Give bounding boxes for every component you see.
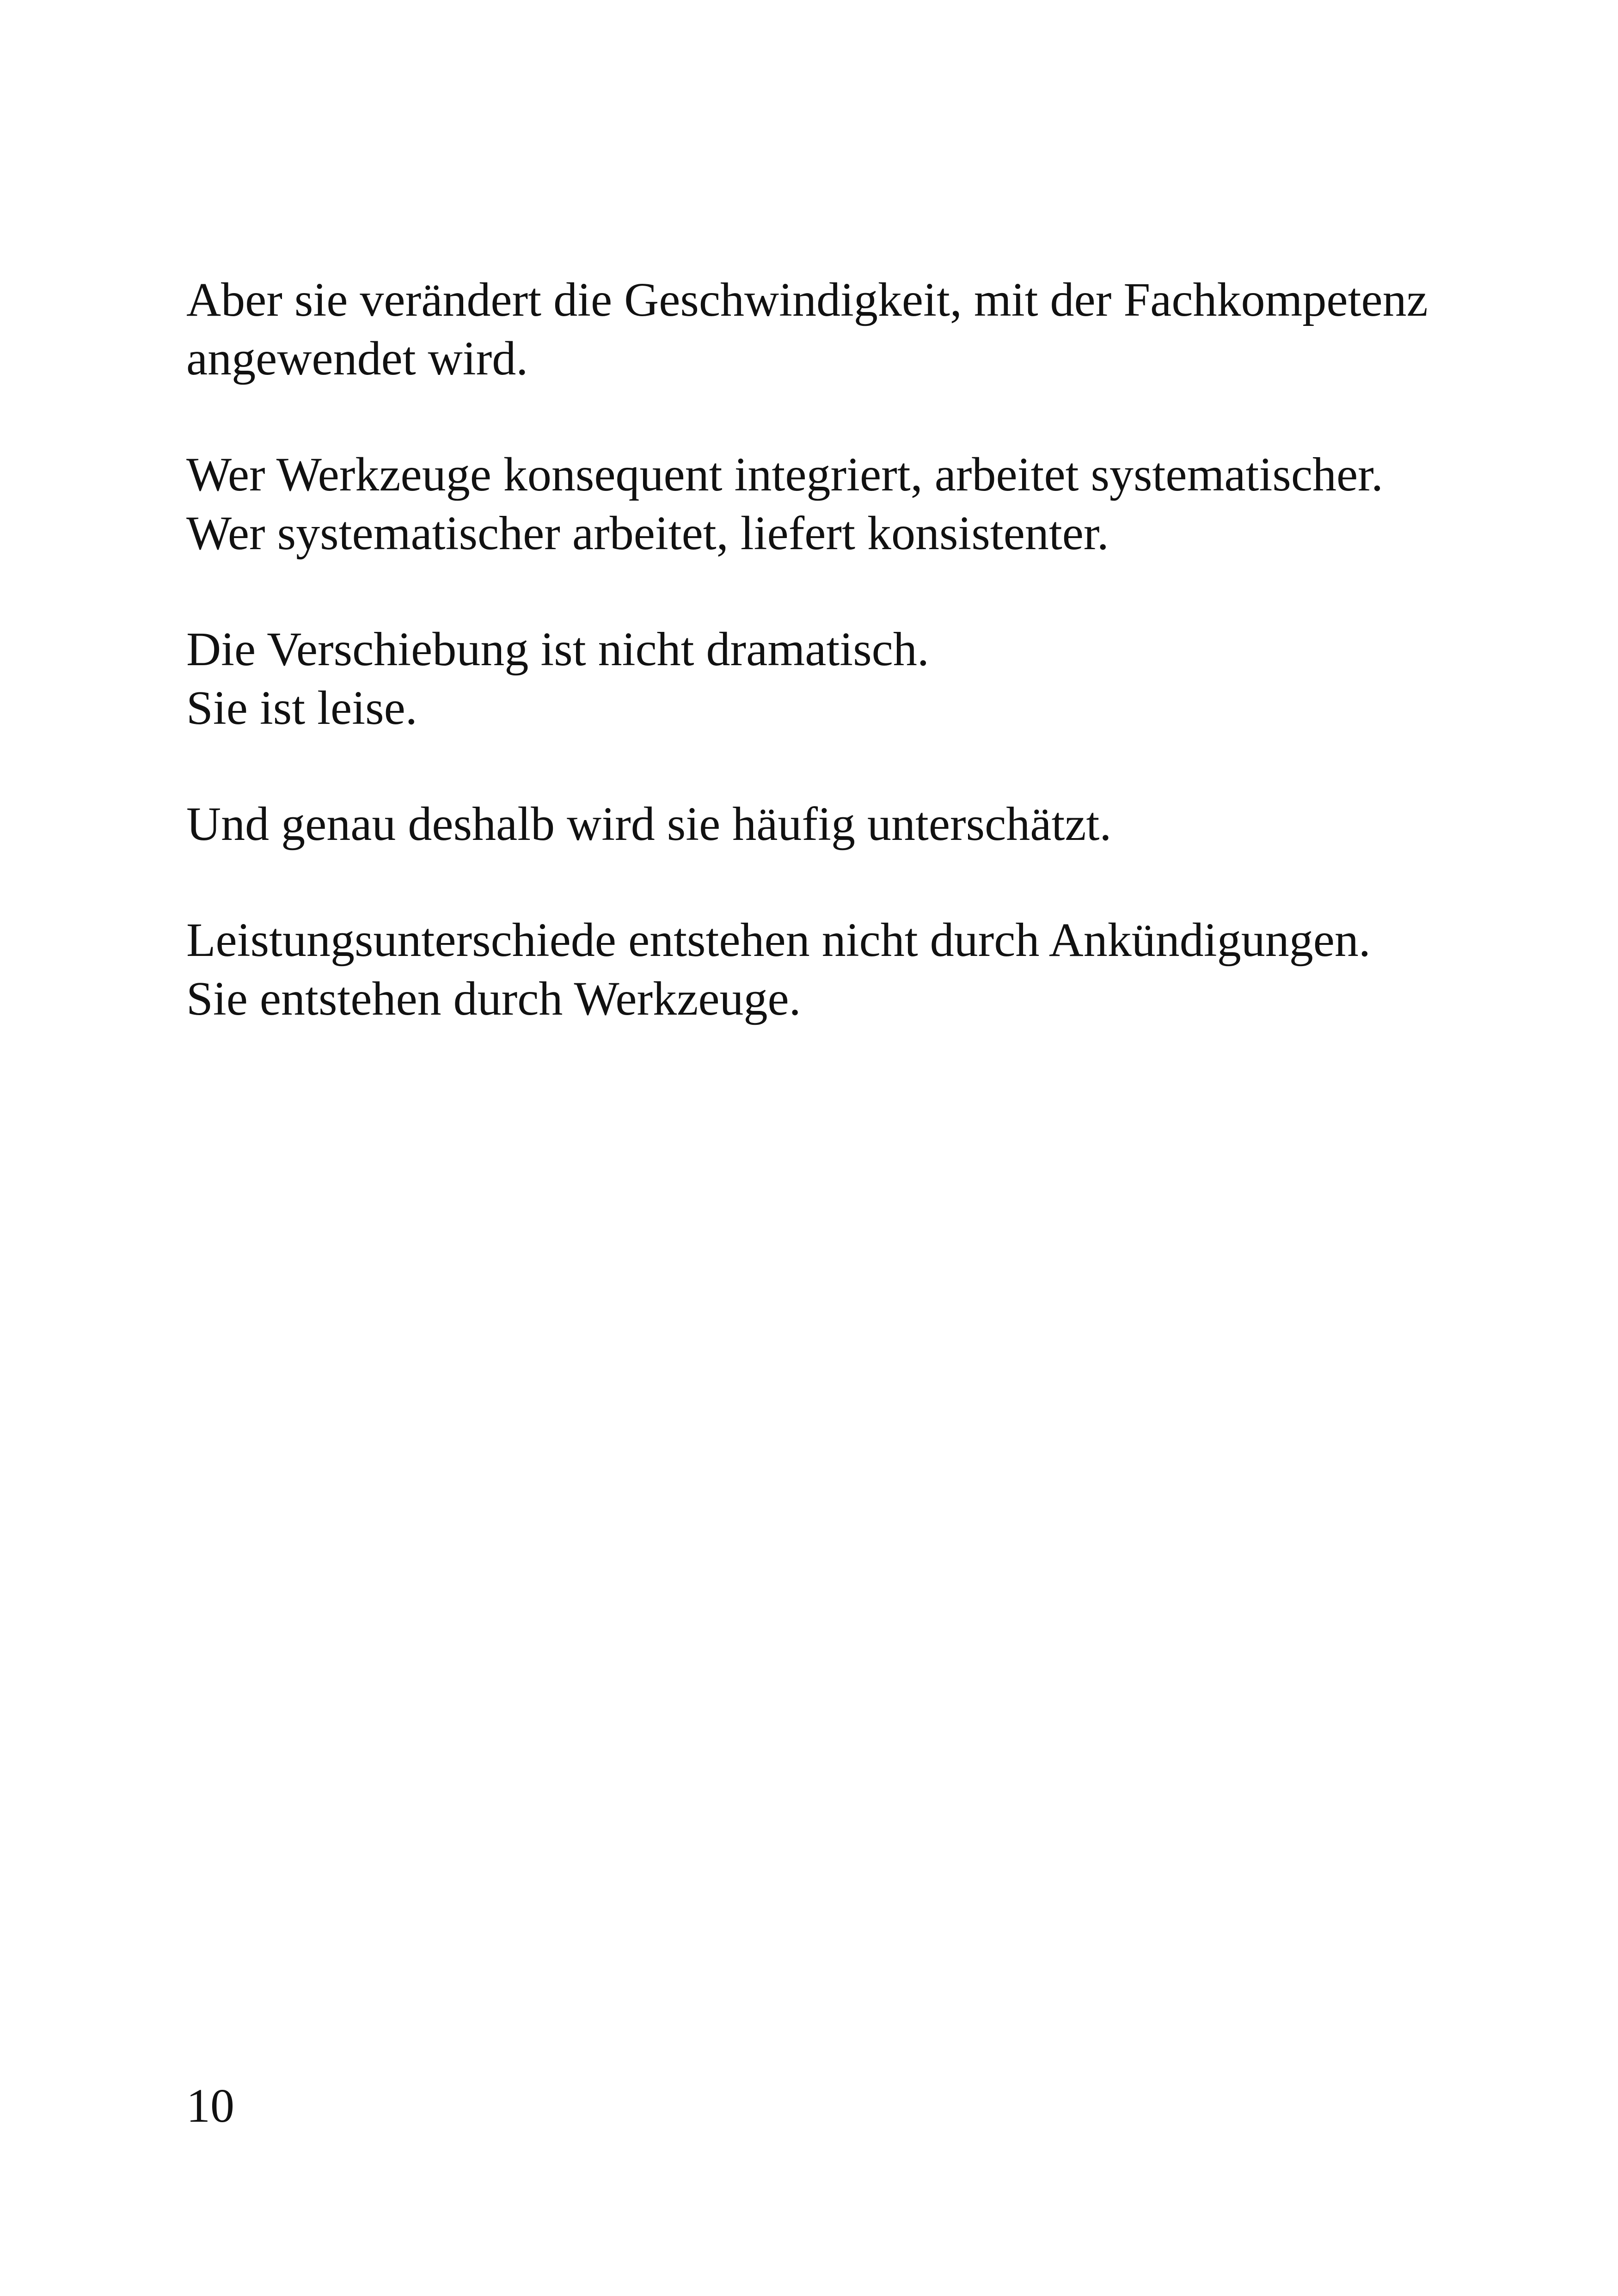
text-line: Leistungsunterschiede entstehen nicht durch Ankündigungen.: [186, 913, 1371, 967]
paragraph: [186, 795, 1444, 853]
body-text: [186, 270, 1444, 1085]
text-line: Sie ist leise.: [186, 681, 417, 735]
text-line: Die Verschiebung ist nicht dramatisch.: [186, 623, 929, 676]
text-line: Sie entstehen durch Werkzeuge.: [186, 972, 801, 1025]
paragraph: [186, 270, 1444, 388]
text-line: Wer Werkzeuge konsequent integriert, arbeitet systematischer.: [186, 448, 1384, 501]
page-number: 10: [186, 2079, 234, 2132]
text-line: Und genau deshalb wird sie häufig unterschätzt.: [186, 797, 1112, 851]
text-line: Wer systematischer arbeitet, liefert konsistenter.: [186, 507, 1109, 560]
paragraph: [186, 911, 1444, 1028]
paragraph: [186, 620, 1444, 737]
paragraph: [186, 445, 1444, 563]
text-line: Aber sie verändert die Geschwindigkeit, mit der Fachkompetenz: [186, 273, 1428, 326]
text-line: angewendet wird.: [186, 332, 528, 385]
